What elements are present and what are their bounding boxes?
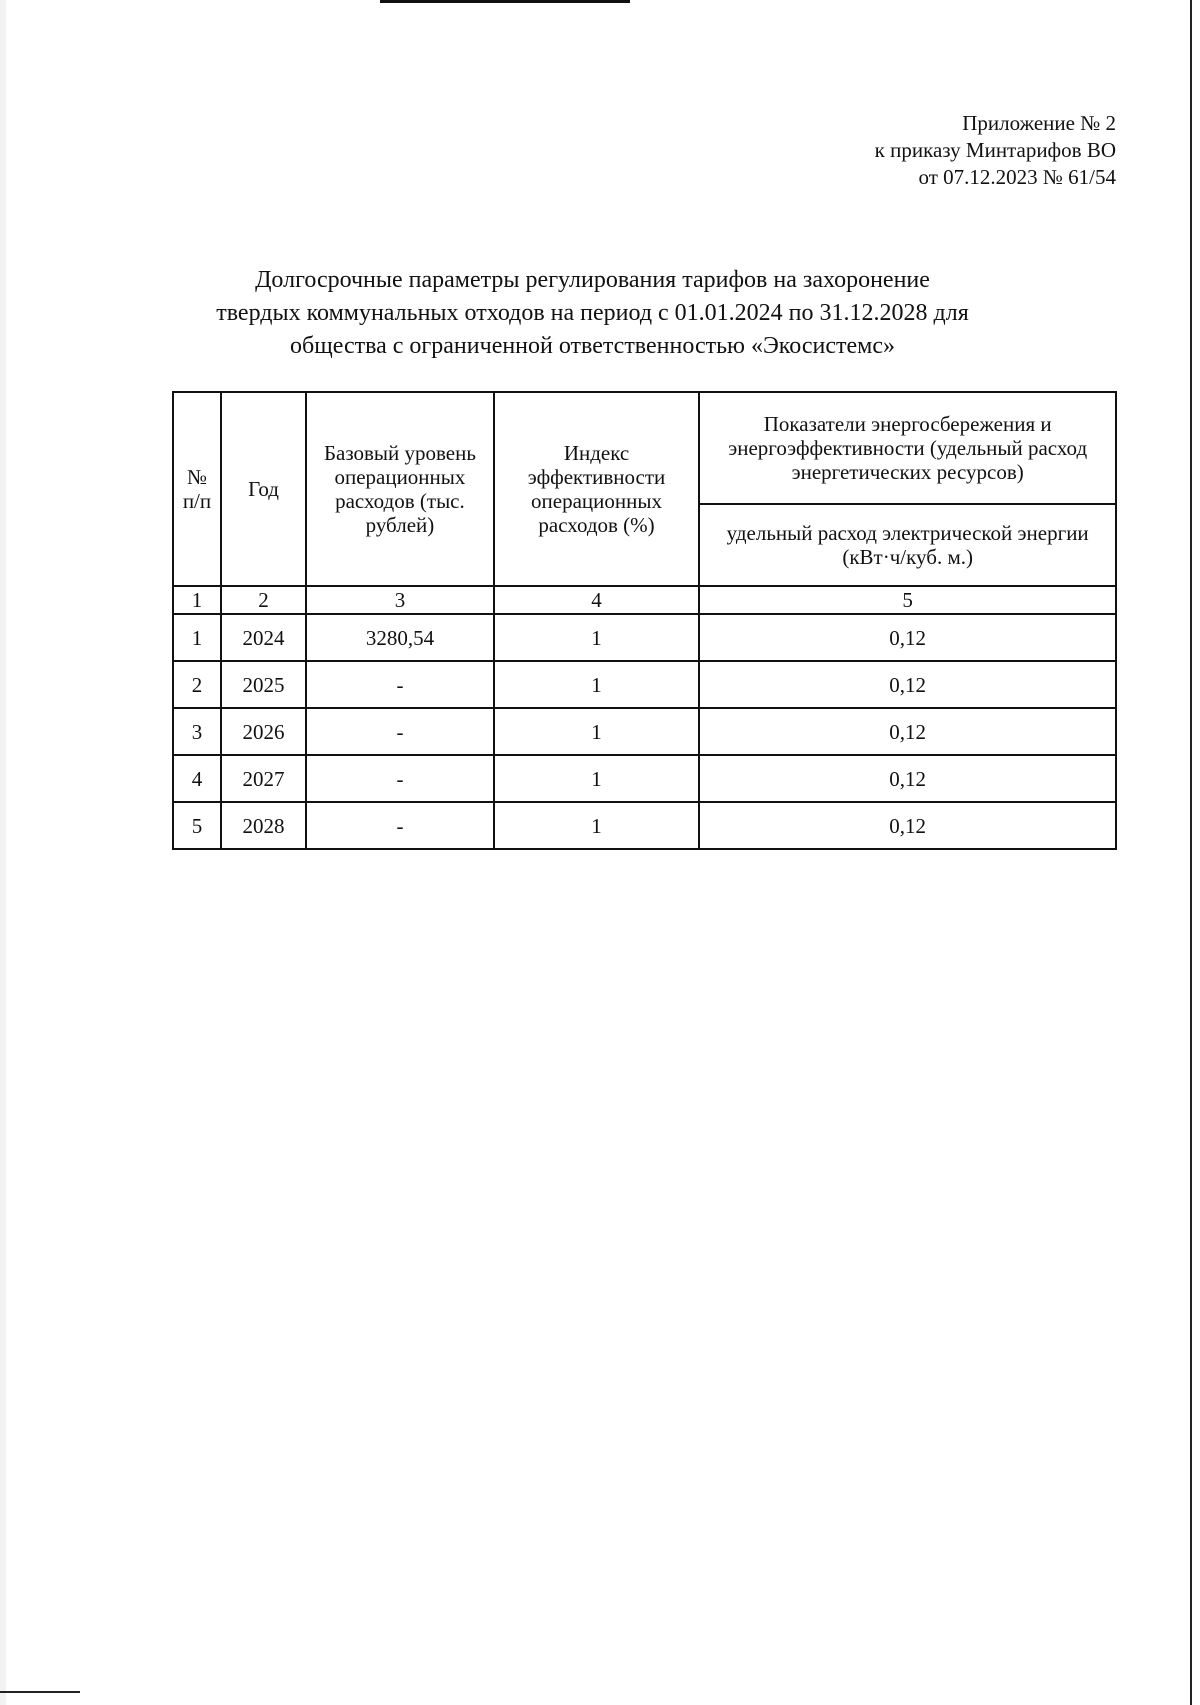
cell-electricity-consumption: 0,12	[699, 661, 1116, 708]
header-num: № п/п	[173, 392, 221, 586]
cell-num: 2	[173, 661, 221, 708]
scan-page-edge-bottom	[0, 1691, 80, 1693]
cell-efficiency-index: 1	[494, 661, 700, 708]
table-row	[173, 708, 1116, 755]
cell-num: 3	[173, 708, 221, 755]
title-line-3: общества с ограниченной ответственностью «Экосистемс»	[290, 333, 895, 359]
cell-year: 2025	[221, 661, 306, 708]
header-base-opex: Базовый уровень операционных расходов (тыс. рублей)	[306, 392, 494, 586]
cell-electricity-consumption: 0,12	[699, 614, 1116, 661]
cell-electricity-consumption: 0,12	[699, 708, 1116, 755]
annex-order-date: от 07.12.2023 № 61/54	[918, 165, 1116, 189]
column-number: 1	[173, 586, 221, 614]
annex-order-ref: к приказу Минтарифов ВО	[874, 138, 1116, 162]
scan-margin-shade	[0, 0, 6, 1705]
table-row	[173, 661, 1116, 708]
column-number: 5	[699, 586, 1116, 614]
title-line-2: твердых коммунальных отходов на период с 01.01.2024 по 31.12.2028 для	[216, 300, 969, 326]
scan-artifact-top	[380, 0, 630, 3]
cell-efficiency-index: 1	[494, 755, 700, 802]
header-energy-indicators: Показатели энергосбережения и энергоэффективности (удельный расход энергетических ресурсов)	[699, 392, 1116, 504]
cell-num: 5	[173, 802, 221, 849]
cell-efficiency-index: 1	[494, 708, 700, 755]
cell-base-opex: 3280,54	[306, 614, 494, 661]
cell-year: 2024	[221, 614, 306, 661]
header-efficiency-index: Индекс эффективности операционных расходов (%)	[494, 392, 700, 586]
parameters-table	[172, 391, 1117, 850]
cell-efficiency-index: 1	[494, 614, 700, 661]
cell-base-opex: -	[306, 802, 494, 849]
cell-year: 2028	[221, 802, 306, 849]
cell-year: 2027	[221, 755, 306, 802]
column-number: 2	[221, 586, 306, 614]
document-title	[160, 264, 1025, 363]
annex-number: Приложение № 2	[962, 111, 1116, 135]
cell-base-opex: -	[306, 661, 494, 708]
annex-header	[875, 110, 1116, 191]
cell-year: 2026	[221, 708, 306, 755]
table-row	[173, 802, 1116, 849]
header-year: Год	[221, 392, 306, 586]
cell-electricity-consumption: 0,12	[699, 802, 1116, 849]
cell-num: 4	[173, 755, 221, 802]
header-electricity-consumption: удельный расход электрической энергии (кВт·ч/куб. м.)	[699, 504, 1116, 586]
cell-base-opex: -	[306, 755, 494, 802]
cell-num: 1	[173, 614, 221, 661]
column-number: 3	[306, 586, 494, 614]
table-row	[173, 614, 1116, 661]
table-column-numbers-row	[173, 586, 1116, 614]
cell-efficiency-index: 1	[494, 802, 700, 849]
cell-electricity-consumption: 0,12	[699, 755, 1116, 802]
title-line-1: Долгосрочные параметры регулирования тарифов на захоронение	[255, 267, 930, 293]
table-row	[173, 755, 1116, 802]
column-number: 4	[494, 586, 700, 614]
table-header-row	[173, 392, 1116, 504]
scan-page-edge-right	[1190, 0, 1192, 1705]
cell-base-opex: -	[306, 708, 494, 755]
